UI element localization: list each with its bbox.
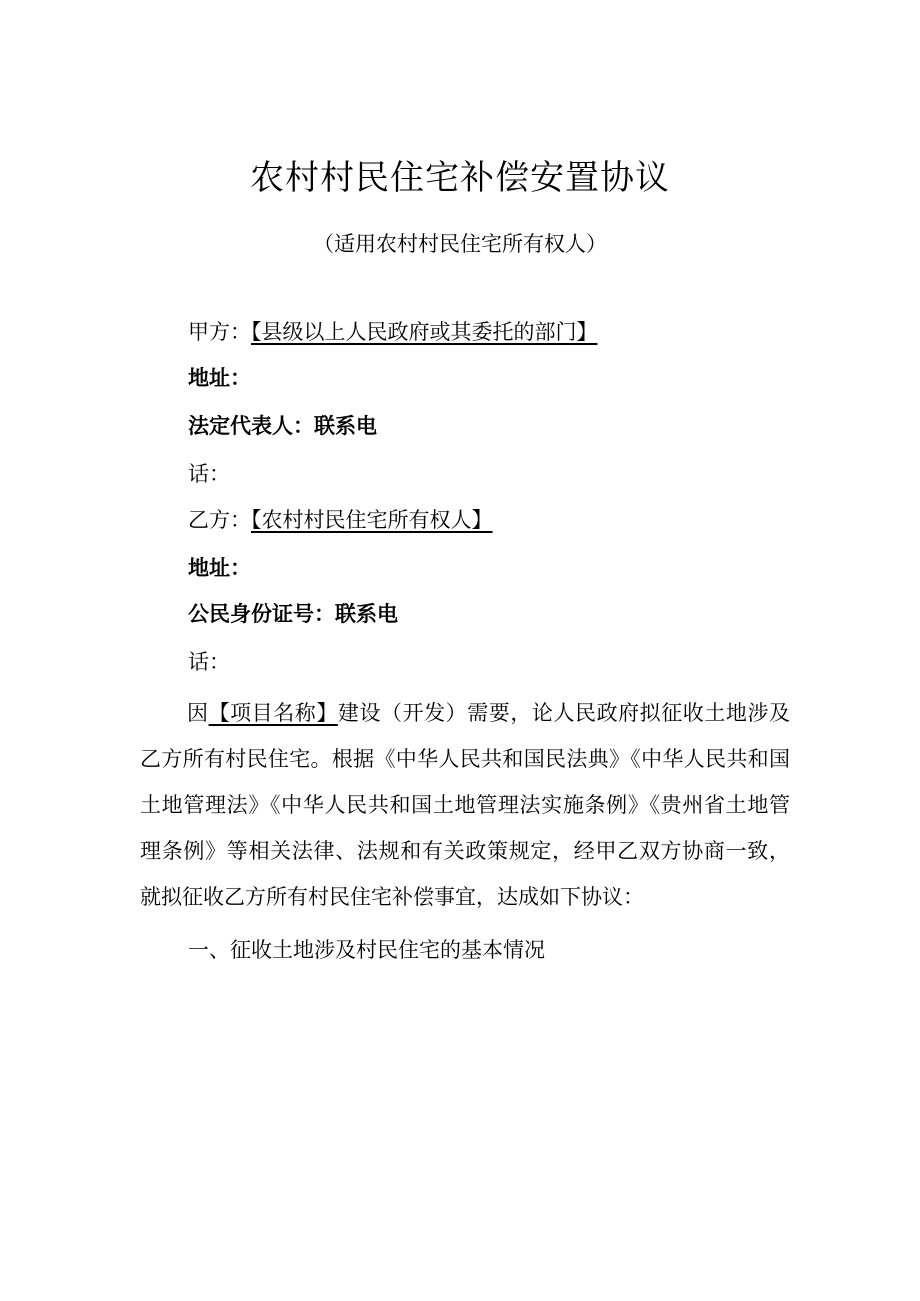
document-subtitle: （适用农村村民住宅所有权人） (313, 232, 607, 256)
party-a-phone: 话： (188, 462, 230, 486)
intro-body: 建设（开发）需要，论人民政府拟征收土地涉及乙方所有村民住宅。根据《中华人民共和国民法典》《中华人民共和国土地管理法》《中华人民共和国土地管理法实施条例》《贵州省土地管理条例》等相关法律、法规和有关政策规定，经甲乙双方协商一致，就拟征收乙方所有村民住宅补偿事宜，达成如下协议： (140, 701, 791, 909)
party-b-value: 【农村村民住宅所有权人】 (251, 508, 493, 532)
party-b-id-number: 公民身份证号：联系电 (188, 601, 398, 626)
party-a-line (188, 318, 598, 346)
party-b-phone: 话： (188, 650, 230, 674)
party-a-representative: 法定代表人：联系电 (188, 413, 377, 438)
intro-paragraph (140, 690, 790, 920)
section-heading-1: 一、征收土地涉及村民住宅的基本情况 (188, 938, 545, 962)
project-name-placeholder: 【项目名称】 (208, 701, 338, 725)
party-b-address: 地址： (188, 555, 251, 580)
intro-prefix: 因 (187, 701, 209, 725)
party-b-label: 乙方： (188, 508, 251, 532)
party-a-value: 【县级以上人民政府或其委托的部门】 (251, 320, 598, 344)
party-b-line (188, 506, 493, 534)
document-title: 农村村民住宅补偿安置协议 (250, 158, 670, 198)
party-a-label: 甲方： (188, 320, 251, 344)
party-a-address: 地址： (188, 365, 251, 390)
